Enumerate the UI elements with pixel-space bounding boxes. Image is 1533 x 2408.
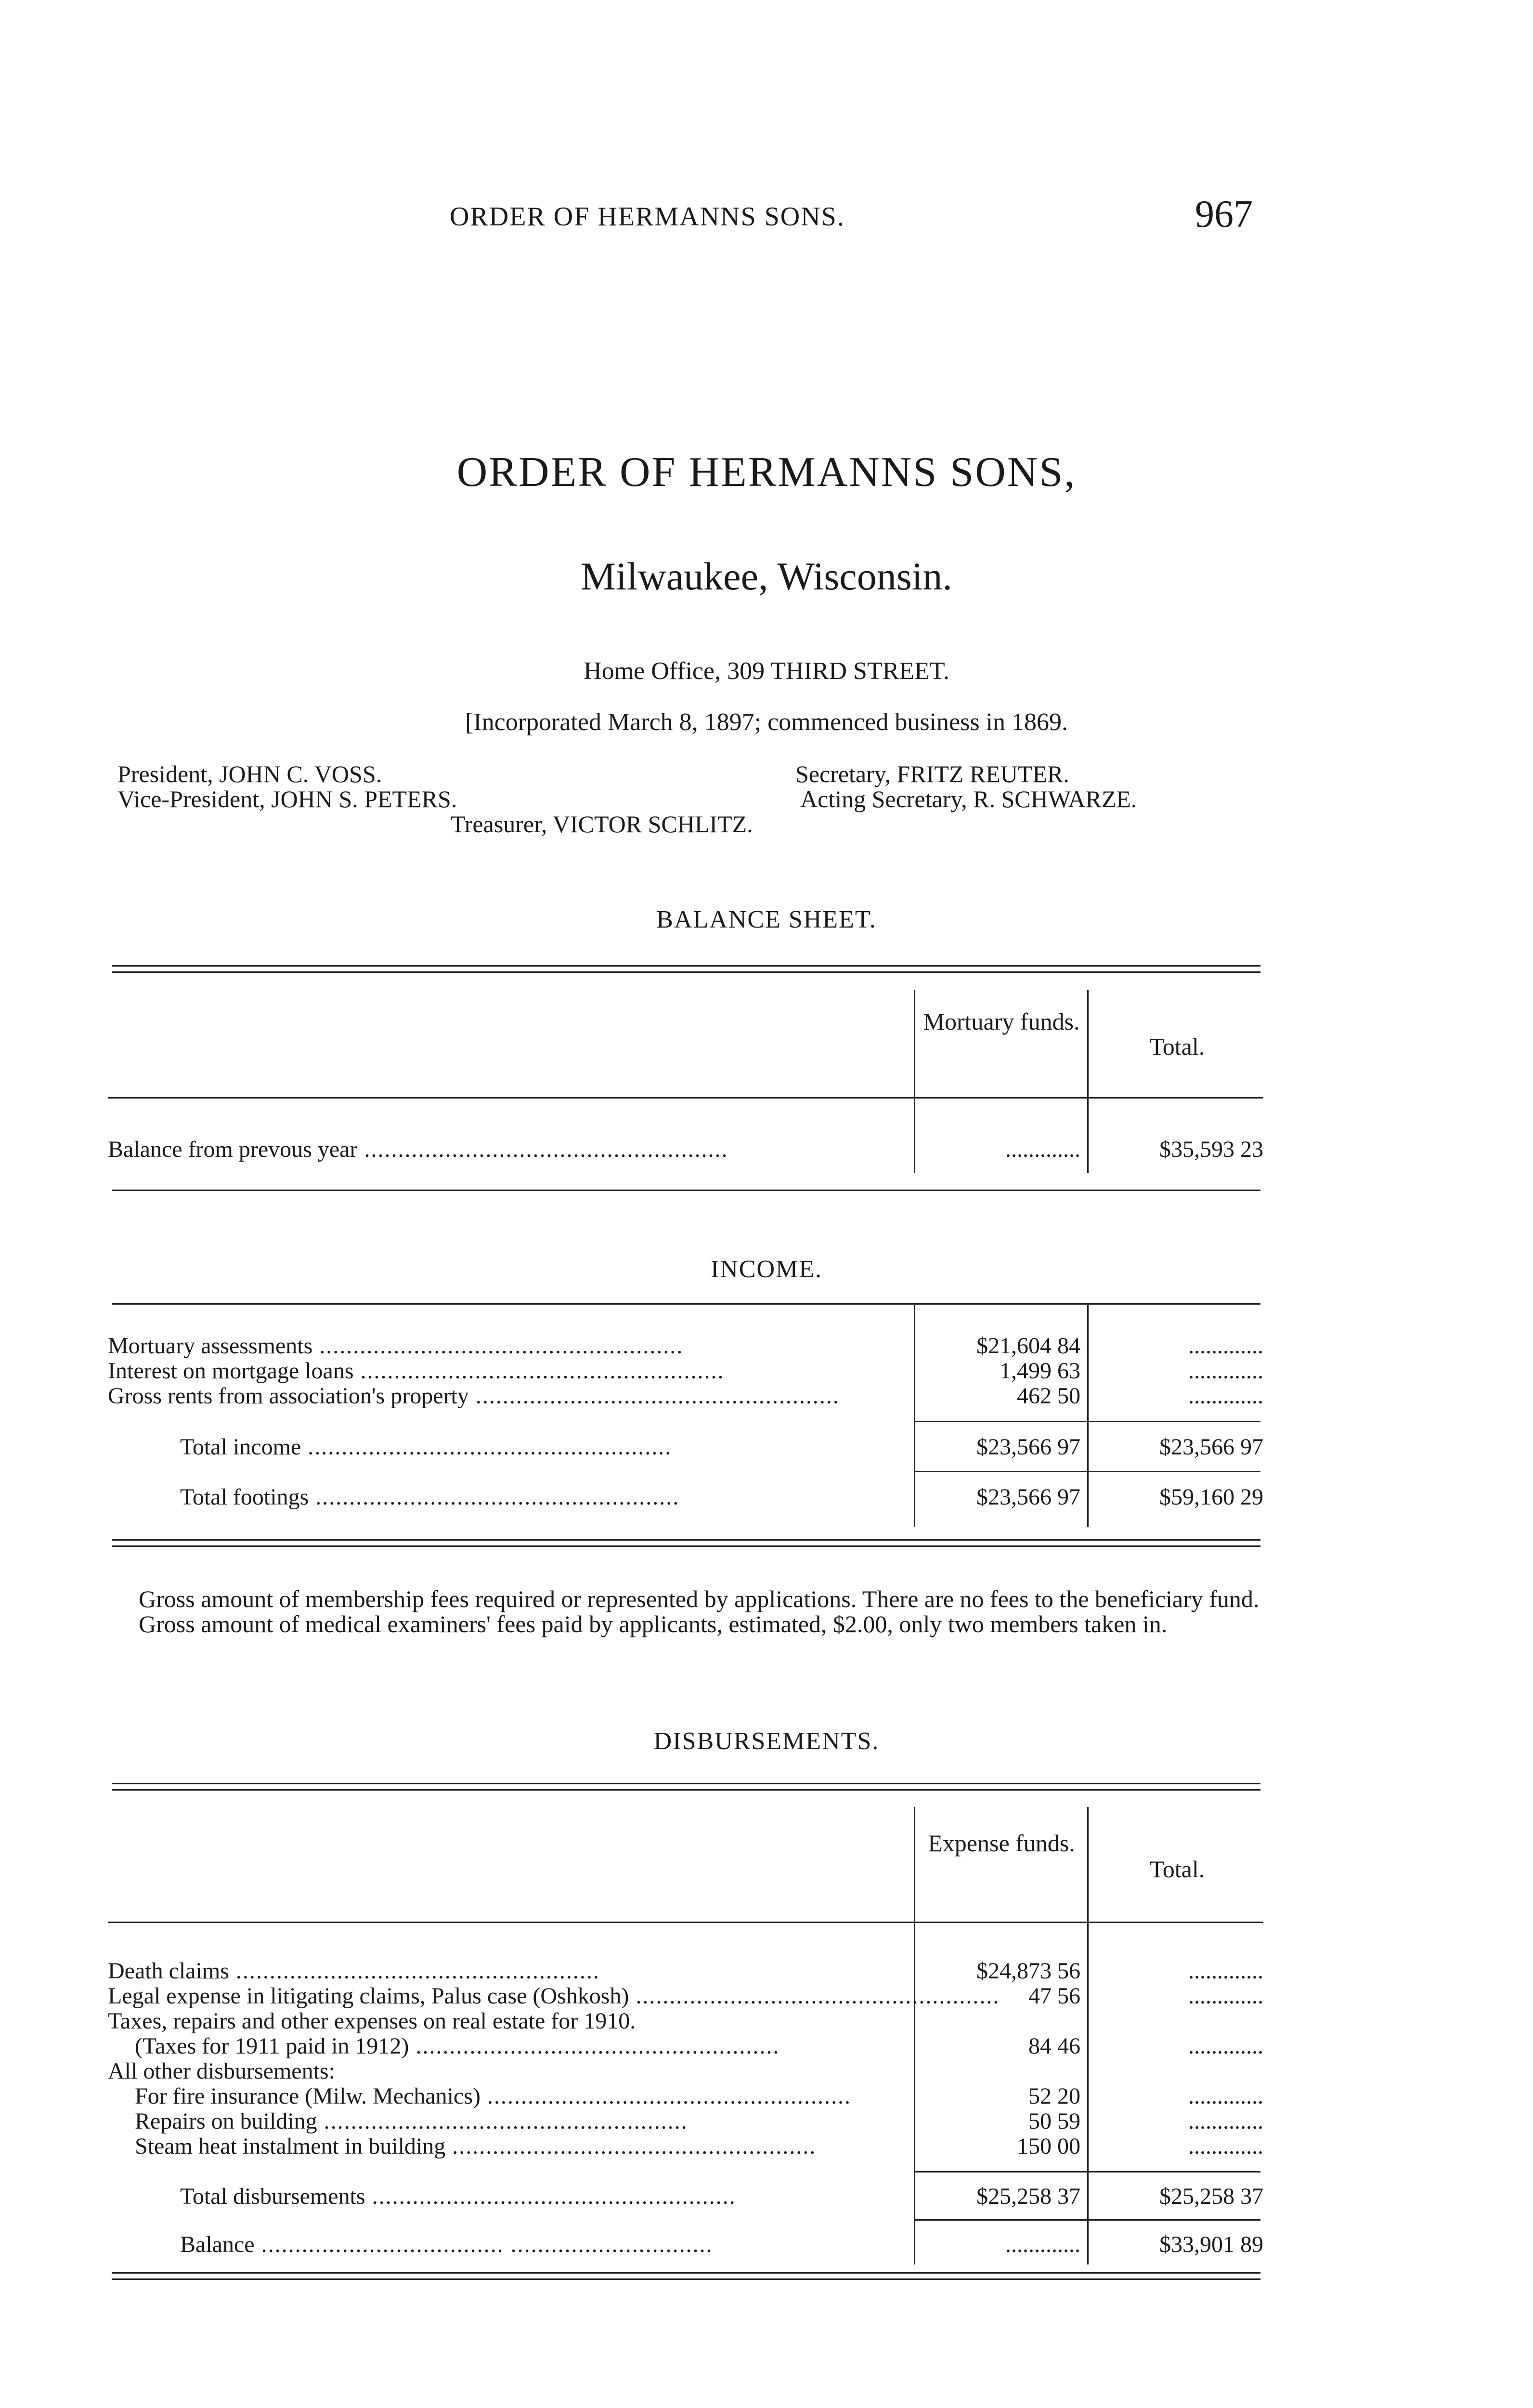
row-label: Total income ......................................................: [180, 1434, 672, 1460]
secretary: Secretary, FRITZ REUTER.: [795, 760, 1069, 787]
table-row: [108, 2133, 1263, 2159]
city: Milwaukee, Wisconsin.: [581, 554, 952, 598]
page-number: 967: [1195, 193, 1253, 236]
row-label: Steam heat instalment in building ......................................................: [135, 2133, 817, 2159]
row-expense-value: $24,873 56: [976, 1958, 1080, 1984]
table-rule: [914, 1421, 1260, 1422]
row-label: Total footings ......................................................: [180, 1484, 680, 1510]
table-rule: [112, 1303, 1260, 1305]
row-total-value: $59,160 29: [1159, 1484, 1263, 1510]
table-rule: [914, 2219, 1260, 2221]
col-header-total: Total.: [1149, 1856, 1205, 1883]
acting-secretary: Acting Secretary, R. SCHWARZE.: [800, 785, 1137, 812]
table-row: [108, 2008, 1263, 2034]
table-row: [108, 1137, 1263, 1163]
row-label: Taxes, repairs and other expenses on real estate for 1910.: [108, 2008, 636, 2034]
table-rule: [112, 965, 1260, 973]
total-disbursements-row: [108, 2184, 1263, 2210]
table-row: [108, 1358, 1263, 1384]
incorporation: [Incorporated March 8, 1897; commenced business in 1869.: [465, 708, 1068, 736]
table-rule: [112, 1190, 1260, 1191]
treasurer: Treasurer, VICTOR SCHLITZ.: [451, 811, 753, 838]
row-total-value: .............: [1188, 1358, 1263, 1384]
row-label: (Taxes for 1911 paid in 1912) ......................................................: [135, 2033, 780, 2059]
row-label: Balance from prevous year ......................................................: [108, 1137, 728, 1162]
president: President, JOHN C. VOSS.: [117, 760, 382, 787]
table-row: [108, 2033, 1263, 2059]
col-header-expense-funds: Expense funds.: [928, 1830, 1075, 1857]
total-income-row: [108, 1434, 1263, 1460]
row-total-value: .............: [1188, 2133, 1263, 2159]
col-header-total: Total.: [1149, 1033, 1205, 1060]
row-expense-value: 52 20: [1028, 2083, 1080, 2109]
row-total-value: $33,901 89: [1159, 2232, 1263, 2257]
row-expense-value: 47 56: [1028, 1983, 1080, 2009]
row-expense-value: $25,258 37: [976, 2184, 1080, 2209]
income-heading: INCOME.: [710, 1256, 823, 1283]
table-rule: [112, 1783, 1260, 1791]
table-row: [108, 2058, 1263, 2084]
row-mortuary-value: $23,566 97: [976, 1434, 1080, 1460]
row-total-value: $25,258 37: [1159, 2184, 1263, 2209]
table-row: [108, 1958, 1263, 1984]
table-row: [108, 2083, 1263, 2109]
vice-president: Vice-President, JOHN S. PETERS.: [117, 785, 457, 812]
balance-sheet-heading: BALANCE SHEET.: [656, 906, 877, 933]
table-row: [108, 1333, 1263, 1359]
running-title: ORDER OF HERMANNS SONS.: [450, 202, 845, 232]
table-row: [108, 1383, 1263, 1409]
row-expense-value: 50 59: [1028, 2108, 1080, 2134]
row-mortuary-value: 462 50: [1017, 1383, 1080, 1409]
row-mortuary-value: $21,604 84: [976, 1333, 1080, 1359]
row-label: Interest on mortgage loans ......................................................: [108, 1358, 725, 1384]
table-rule: [914, 2171, 1260, 2172]
total-footings-row: [108, 1484, 1263, 1510]
col-header-mortuary-funds: Mortuary funds.: [923, 1008, 1080, 1035]
row-expense-value: 84 46: [1028, 2033, 1080, 2059]
row-label: Balance .................................... ..............................: [180, 2232, 713, 2257]
row-total-value: .............: [1188, 1983, 1263, 2009]
medical-note: Gross amount of medical examiners' fees paid by applicants, estimated, $2.00, only two members taken in.: [139, 1610, 1168, 1637]
row-total-value: $35,593 23: [1159, 1137, 1263, 1162]
row-label: For fire insurance (Milw. Mechanics) ......................................................: [135, 2083, 851, 2109]
table-row: [108, 1983, 1263, 2009]
page-title: ORDER OF HERMANNS SONS,: [456, 449, 1077, 496]
row-total-value: $23,566 97: [1159, 1434, 1263, 1460]
balance-row: [108, 2232, 1263, 2258]
row-total-value: .............: [1188, 1333, 1263, 1359]
fees-note: Gross amount of membership fees required or represented by applications. There are no fees to the beneficiary fund.: [139, 1585, 1260, 1612]
row-total-value: .............: [1188, 2108, 1263, 2134]
row-expense-value: .............: [1005, 2232, 1080, 2257]
table-rule: [112, 2272, 1260, 2280]
disbursements-heading: DISBURSEMENTS.: [653, 1727, 880, 1755]
row-label: Legal expense in litigating claims, Palus case (Oshkosh) ......................................................: [108, 1983, 1000, 2009]
row-total-value: .............: [1188, 1383, 1263, 1409]
table-rule: [914, 1471, 1260, 1472]
row-label: All other disbursements:: [108, 2058, 335, 2084]
row-mortuary-value: $23,566 97: [976, 1484, 1080, 1510]
row-total-value: .............: [1188, 2033, 1263, 2059]
home-office: Home Office, 309 THIRD STREET.: [584, 657, 949, 685]
row-mortuary-value: .............: [1005, 1137, 1080, 1162]
row-label: Total disbursements ......................................................: [180, 2184, 736, 2209]
table-row: [108, 2108, 1263, 2134]
table-rule: [108, 1097, 1263, 1099]
table-rule: [108, 1922, 1263, 1923]
row-label: Repairs on building ......................................................: [135, 2108, 688, 2134]
row-label: Mortuary assessments ......................................................: [108, 1333, 684, 1359]
row-mortuary-value: 1,499 63: [1000, 1358, 1080, 1384]
row-total-value: .............: [1188, 2083, 1263, 2109]
row-label: Gross rents from association's property ......................................................: [108, 1383, 840, 1409]
notes: [112, 1586, 1262, 1636]
row-label: Death claims ......................................................: [108, 1958, 600, 1984]
row-total-value: .............: [1188, 1958, 1263, 1984]
row-expense-value: 150 00: [1017, 2133, 1080, 2159]
table-rule: [112, 1539, 1260, 1547]
